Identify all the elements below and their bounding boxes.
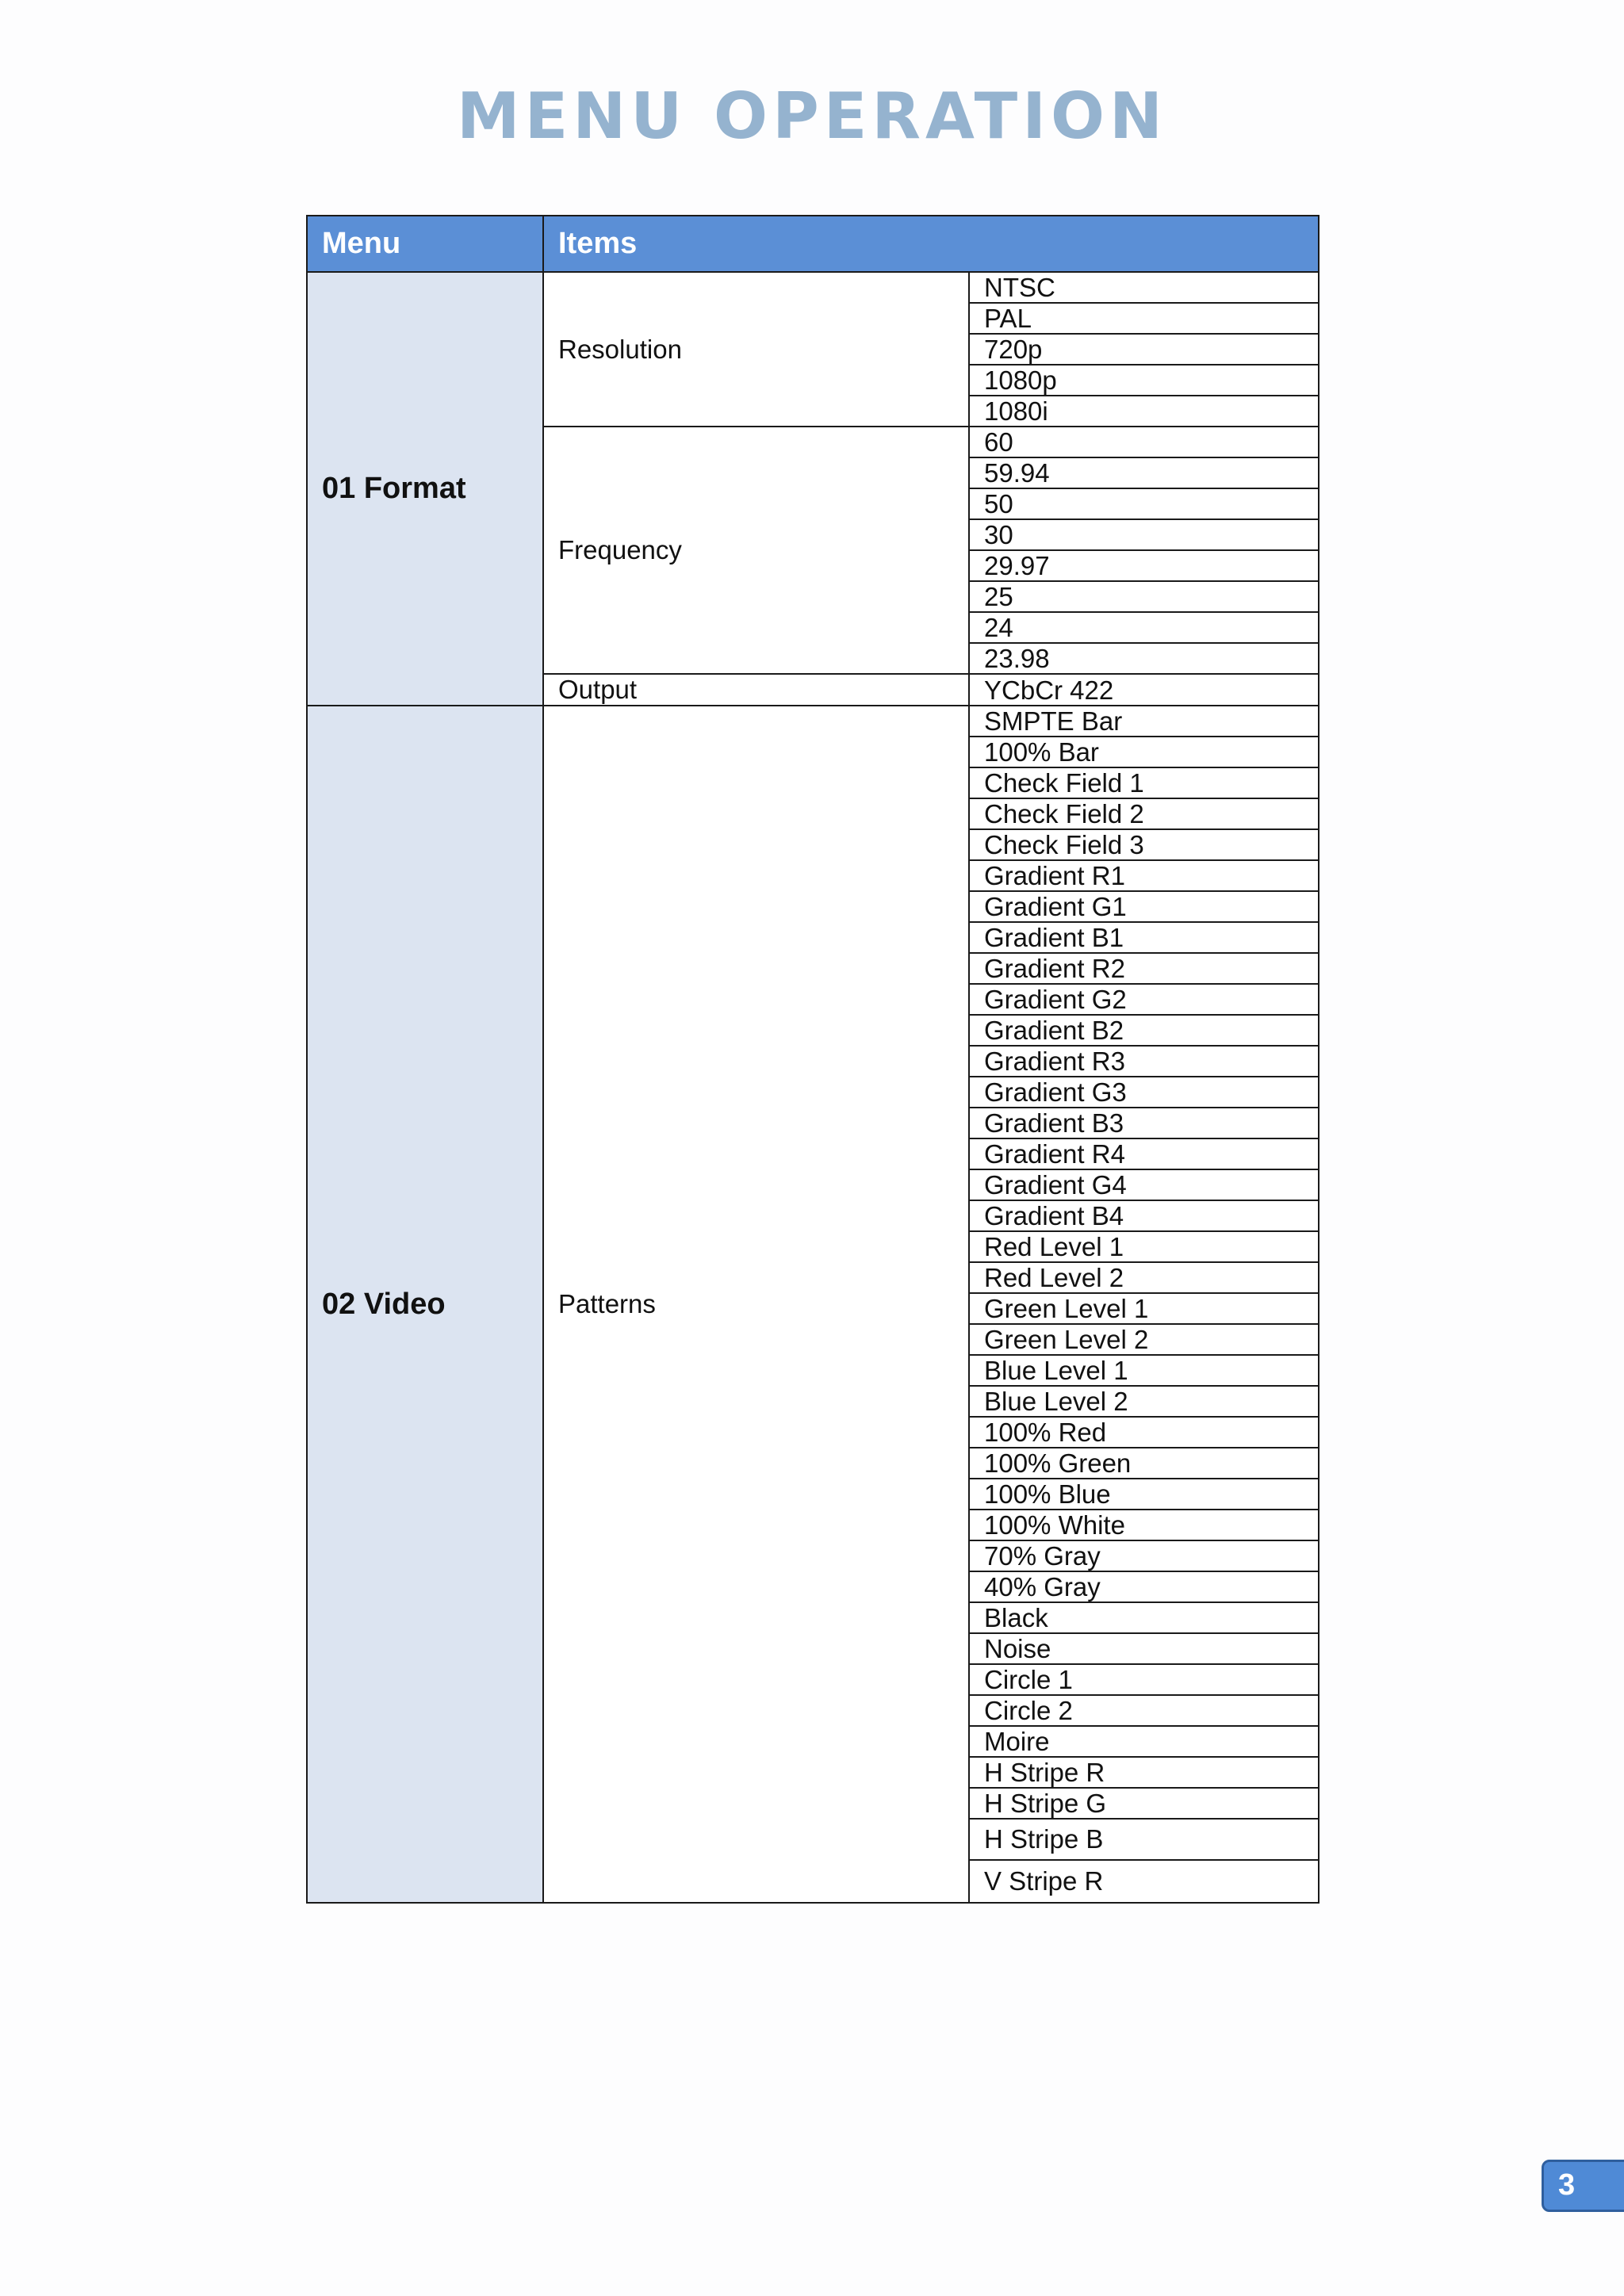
menu-option: Black [969, 1602, 1319, 1633]
menu-option: Gradient R1 [969, 860, 1319, 891]
menu-option: Gradient G4 [969, 1169, 1319, 1200]
menu-item-label: Output [543, 674, 969, 706]
table-body [307, 272, 1319, 1903]
menu-option: Gradient G1 [969, 891, 1319, 922]
menu-option: 40% Gray [969, 1571, 1319, 1602]
menu-option: Circle 2 [969, 1695, 1319, 1726]
menu-item-label: Frequency [543, 427, 969, 674]
menu-item-label: Resolution [543, 272, 969, 427]
menu-option: Noise [969, 1633, 1319, 1664]
menu-option: Gradient B1 [969, 922, 1319, 953]
menu-option: SMPTE Bar [969, 706, 1319, 737]
menu-category: 02 Video [307, 706, 543, 1903]
menu-option: 70% Gray [969, 1540, 1319, 1571]
menu-option: 100% White [969, 1510, 1319, 1540]
menu-option: 60 [969, 427, 1319, 457]
table-row [307, 706, 1319, 737]
menu-option: Gradient B3 [969, 1108, 1319, 1138]
menu-option: 23.98 [969, 643, 1319, 674]
menu-option: 30 [969, 519, 1319, 550]
menu-option: 25 [969, 581, 1319, 612]
menu-option: 1080i [969, 396, 1319, 427]
table-header-row [307, 216, 1319, 272]
menu-option: Gradient R4 [969, 1138, 1319, 1169]
menu-option: PAL [969, 303, 1319, 334]
menu-option: Red Level 2 [969, 1262, 1319, 1293]
menu-table [306, 215, 1320, 1904]
menu-option: 100% Blue [969, 1479, 1319, 1510]
page-title: MENU OPERATION [457, 79, 1167, 153]
menu-option: Gradient B2 [969, 1015, 1319, 1046]
menu-option: Circle 1 [969, 1664, 1319, 1695]
menu-option: NTSC [969, 272, 1319, 303]
menu-option: 100% Bar [969, 737, 1319, 767]
items-column-header: Items [543, 216, 1319, 272]
menu-item-label: Patterns [543, 706, 969, 1903]
menu-option: Green Level 1 [969, 1293, 1319, 1324]
menu-option: 24 [969, 612, 1319, 643]
menu-option: Check Field 1 [969, 767, 1319, 798]
menu-option: Blue Level 2 [969, 1386, 1319, 1417]
menu-option: Green Level 2 [969, 1324, 1319, 1355]
menu-option: 1080p [969, 365, 1319, 396]
table-row [307, 272, 1319, 303]
menu-option: Gradient R2 [969, 953, 1319, 984]
menu-option: Moire [969, 1726, 1319, 1757]
menu-option: Check Field 3 [969, 829, 1319, 860]
menu-category: 01 Format [307, 272, 543, 706]
menu-option: 100% Red [969, 1417, 1319, 1448]
menu-option: Gradient G3 [969, 1077, 1319, 1108]
menu-option: 59.94 [969, 457, 1319, 488]
menu-option: YCbCr 422 [969, 674, 1319, 706]
menu-option: 720p [969, 334, 1319, 365]
menu-option: H Stripe B [969, 1819, 1319, 1860]
page-number-badge: 3 [1542, 2160, 1624, 2212]
menu-option: H Stripe G [969, 1788, 1319, 1819]
menu-option: 100% Green [969, 1448, 1319, 1479]
menu-option: Check Field 2 [969, 798, 1319, 829]
menu-option: 50 [969, 488, 1319, 519]
menu-option: Gradient B4 [969, 1200, 1319, 1231]
menu-option: V Stripe R [969, 1860, 1319, 1903]
menu-option: 29.97 [969, 550, 1319, 581]
menu-column-header: Menu [307, 216, 543, 272]
menu-option: Blue Level 1 [969, 1355, 1319, 1386]
menu-option: Red Level 1 [969, 1231, 1319, 1262]
menu-option: Gradient R3 [969, 1046, 1319, 1077]
menu-option: Gradient G2 [969, 984, 1319, 1015]
menu-option: H Stripe R [969, 1757, 1319, 1788]
